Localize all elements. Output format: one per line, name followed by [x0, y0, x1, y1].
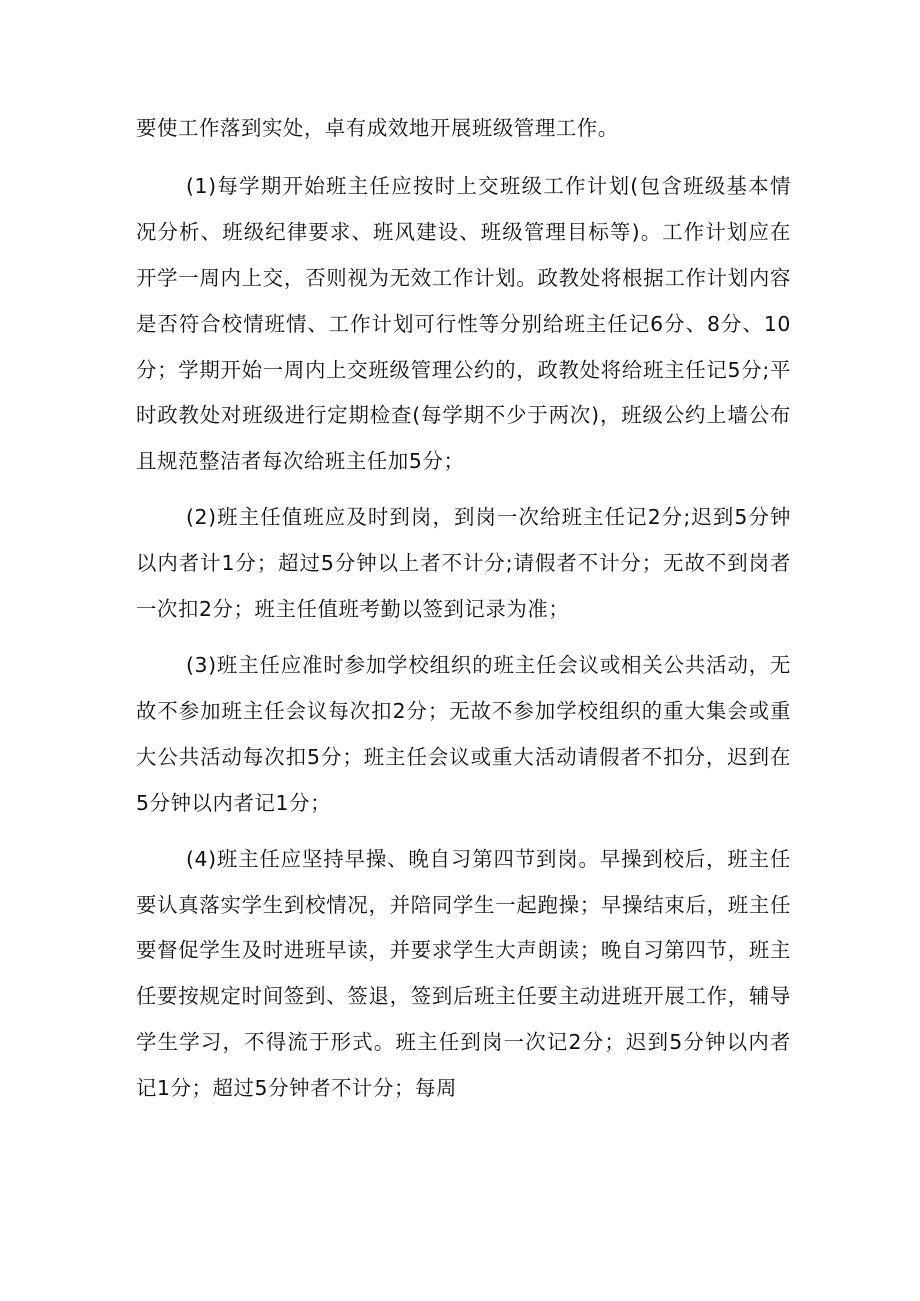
paragraph-item-2: (2)班主任值班应及时到岗，到岗一次给班主任记2分;迟到5分钟以内者计1分；超过5分钟以上者不计分;请假者不计分；无故不到岗者一次扣2分；班主任值班考勤以签到记录为准；: [136, 505, 791, 622]
paragraph-intro: 要使工作落到实处，卓有成效地开展班级管理工作。: [136, 116, 619, 140]
paragraph-item-4: (4)班主任应坚持早操、晚自习第四节到岗。早操到校后，班主任要认真落实学生到校情况，并陪同学生一起跑操；早操结束后，班主任要督促学生及时进班早读，并要求学生大声朗读；晚自习第四节，班主任要按规定时间签到、签退，签到后班主任要主动进班开展工作，辅导学生学习，不得流于形式。班主任到岗一次记2分；迟到5分钟以内者记1分；超过5分钟者不计分；每周: [136, 846, 791, 1101]
paragraph-item-1: (1)每学期开始班主任应按时上交班级工作计划(包含班级基本情况分析、班级纪律要求、班风建设、班级管理目标等)。工作计划应在开学一周内上交，否则视为无效工作计划。政教处将根据工作计划内容是否符合校情班情、工作计划可行性等分别给班主任记6分、8分、10分；学期开始一周内上交班级管理公约的，政教处将给班主任记5分;平时政教处对班级进行定期检查(每学期不少于两次)，班级公约上墙公布且规范整洁者每次给班主任加5分；: [136, 173, 791, 474]
paragraph-item-3: (3)班主任应准时参加学校组织的班主任会议或相关公共活动，无故不参加班主任会议每次扣2分；无故不参加学校组织的重大集会或重大公共活动每次扣5分；班主任会议或重大活动请假者不扣分，迟到在5分钟以内者记1分；: [136, 652, 791, 815]
document-body: [136, 106, 791, 1122]
